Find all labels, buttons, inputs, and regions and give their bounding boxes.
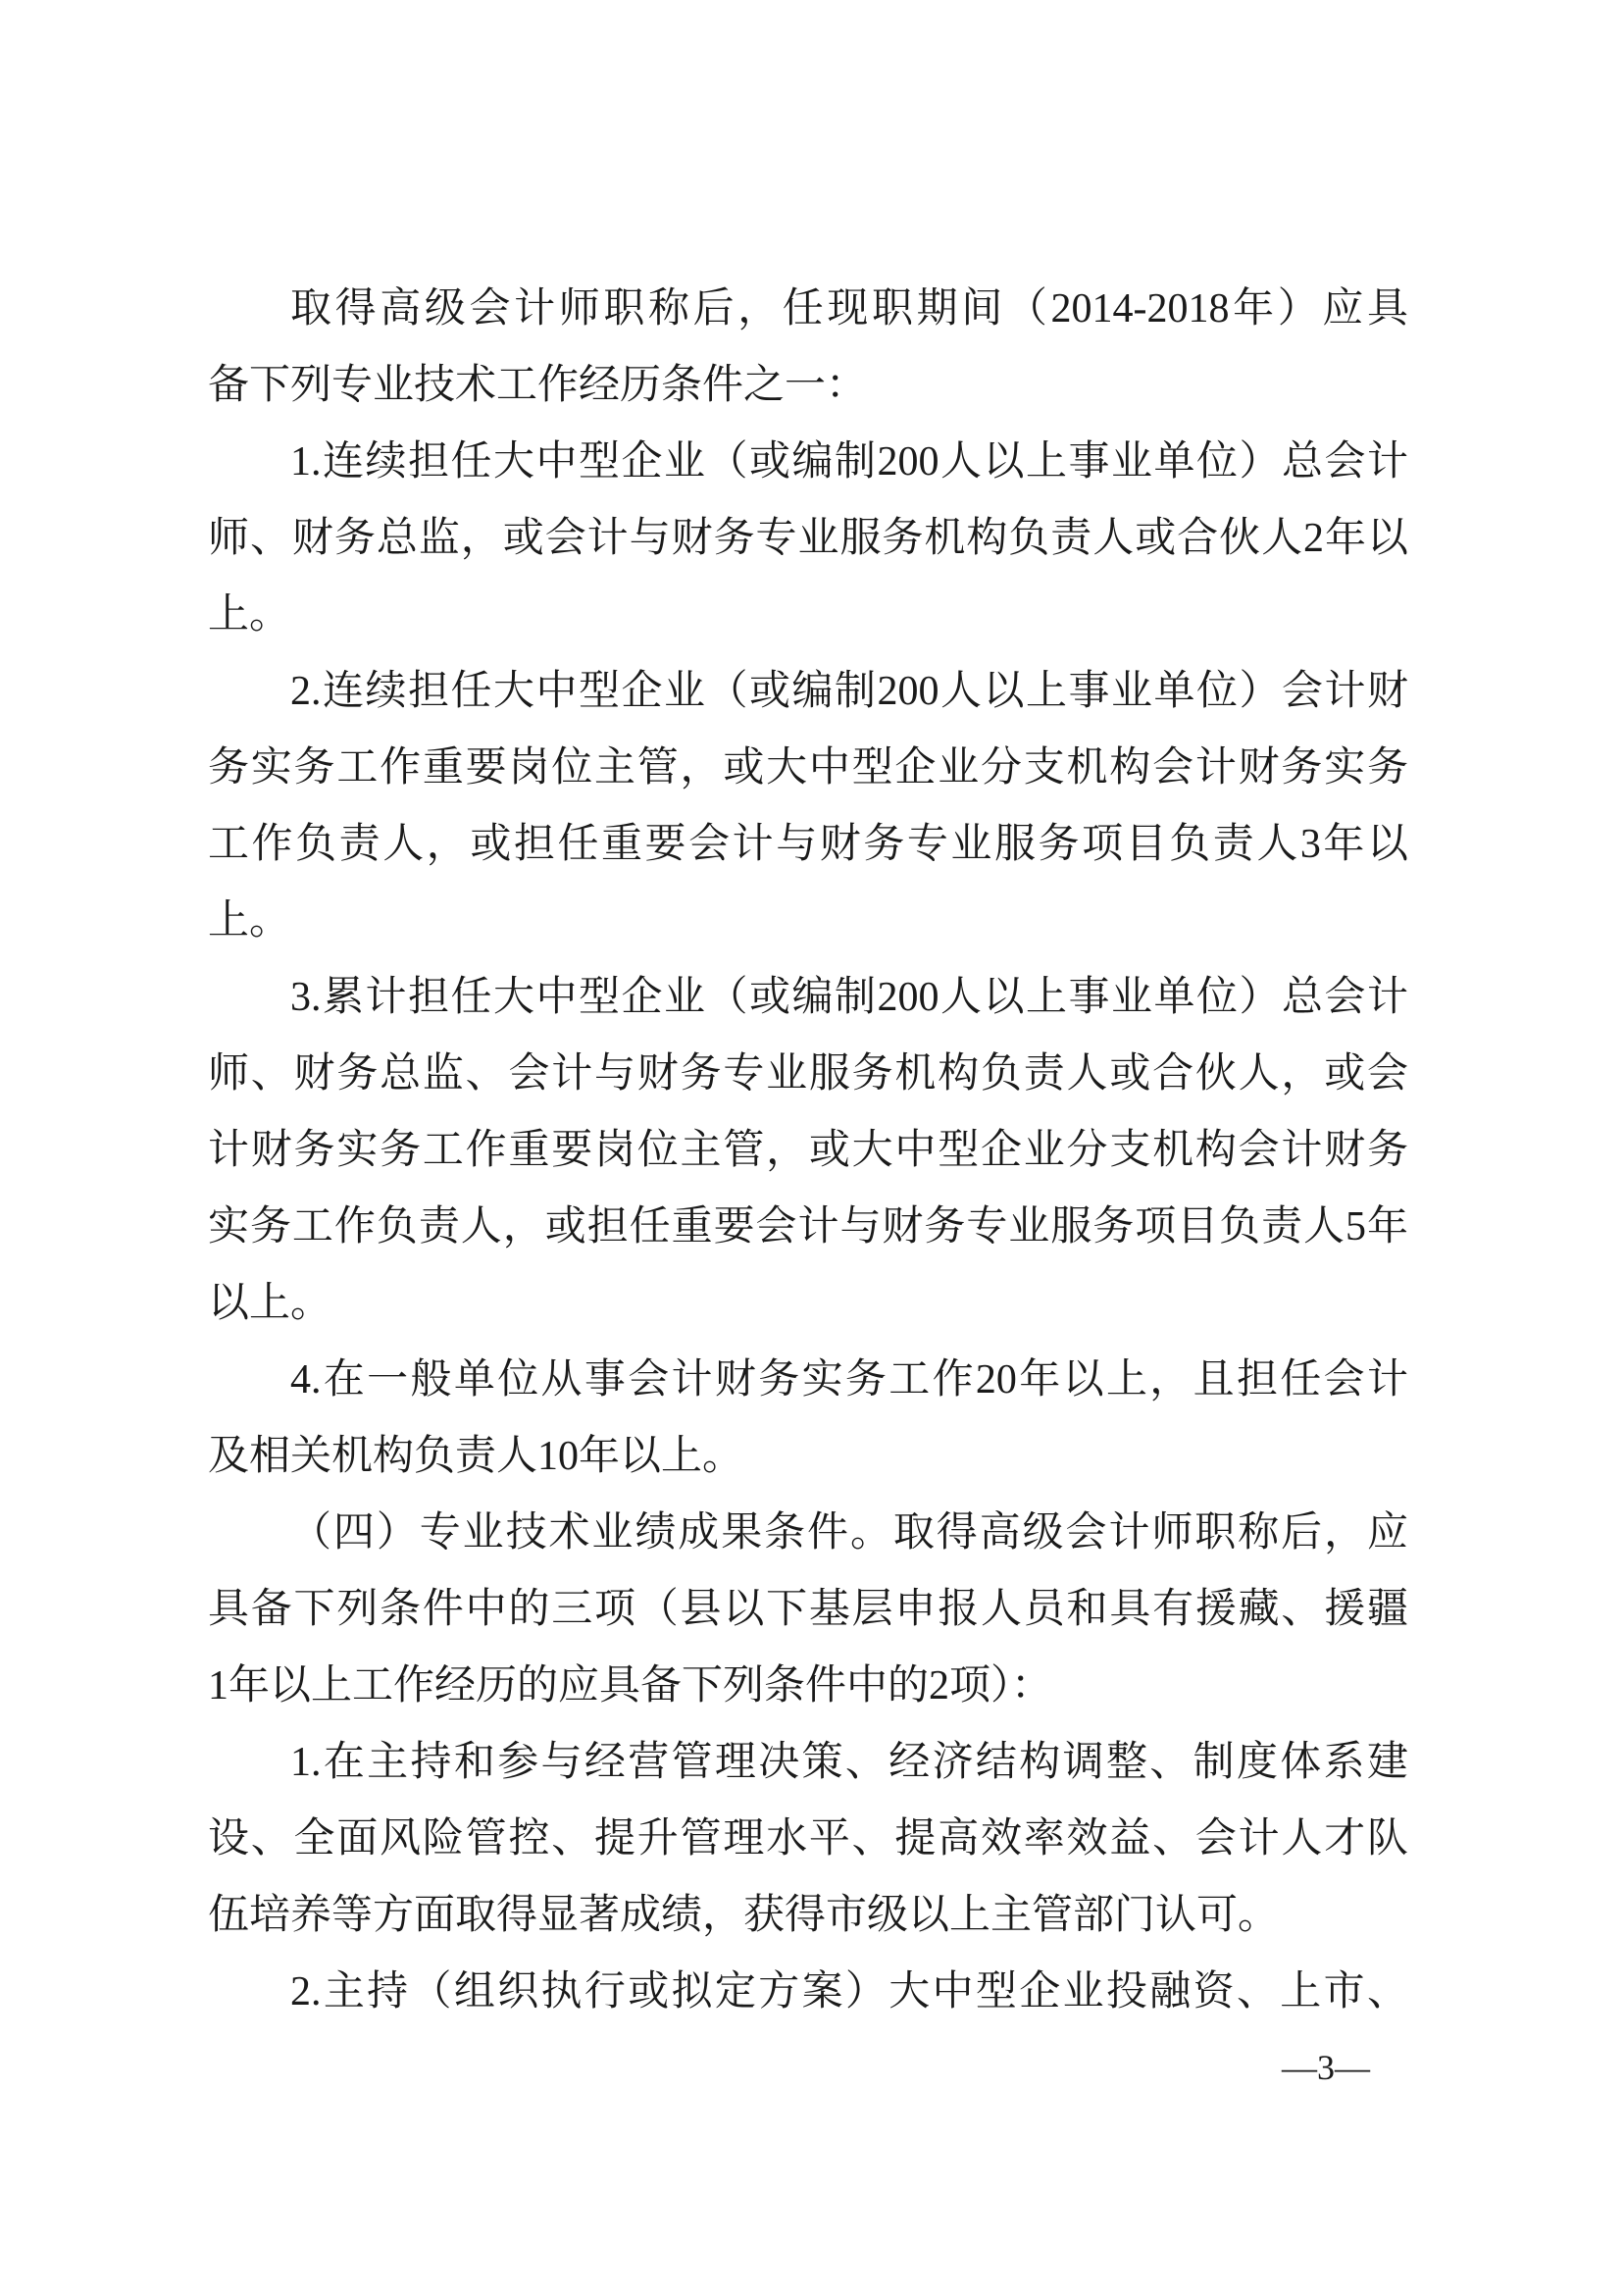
text-line: 师、财务总监、会计与财务专业服务机构负责人或合伙人，或会 <box>208 1051 1408 1096</box>
text-line: 3.累计担任大中型企业（或编制200人以上事业单位）总会计 <box>290 975 1408 1020</box>
text-line: 备下列专业技术工作经历条件之一： <box>208 363 868 408</box>
text-line: 务实务工作重要岗位主管，或大中型企业分支机构会计财务实务 <box>208 745 1408 790</box>
text-line: 设、全面风险管控、提升管理水平、提高效率效益、会计人才队 <box>208 1816 1408 1861</box>
paragraph-achievement-1 <box>208 1724 1408 1954</box>
text-line: 取得高级会计师职称后，任现职期间（2014-2018年）应具 <box>290 286 1408 331</box>
text-line: 实务工作负责人，或担任重要会计与财务专业服务项目负责人5年 <box>208 1204 1408 1249</box>
paragraph-item-2 <box>208 653 1408 959</box>
text-line: 伍培养等方面取得显著成绩，获得市级以上主管部门认可。 <box>208 1893 1280 1938</box>
page-number: —3— <box>1282 2048 1370 2087</box>
text-line: 以上。 <box>208 1281 332 1326</box>
paragraph-achievement-2 <box>208 1954 1408 2030</box>
paragraph-item-3 <box>208 959 1408 1342</box>
text-line: 2.主持（组织执行或拟定方案）大中型企业投融资、上市、 <box>290 1969 1408 2014</box>
text-line: 1.在主持和参与经营管理决策、经济结构调整、制度体系建 <box>290 1740 1408 1785</box>
paragraph-item-1 <box>208 424 1408 653</box>
text-line: 计财务实务工作重要岗位主管，或大中型企业分支机构会计财务 <box>208 1128 1408 1173</box>
text-line: 2.连续担任大中型企业（或编制200人以上事业单位）会计财 <box>290 669 1408 714</box>
paragraph-intro <box>208 271 1408 424</box>
text-line: 上。 <box>208 898 291 943</box>
text-line: 1年以上工作经历的应具备下列条件中的2项）： <box>208 1663 1053 1708</box>
paragraph-item-4 <box>208 1342 1408 1495</box>
text-line: 具备下列条件中的三项（县以下基层申报人员和具有援藏、援疆 <box>208 1587 1408 1632</box>
text-line: 1.连续担任大中型企业（或编制200人以上事业单位）总会计 <box>290 439 1408 484</box>
paragraph-section-4 <box>208 1495 1408 1724</box>
text-line: 4.在一般单位从事会计财务实务工作20年以上，且担任会计 <box>290 1357 1408 1402</box>
text-line: （四）专业技术业绩成果条件。取得高级会计师职称后，应 <box>290 1510 1408 1555</box>
text-line: 上。 <box>208 592 291 637</box>
document-body <box>208 271 1408 2030</box>
text-line: 师、财务总监，或会计与财务专业服务机构负责人或合伙人2年以 <box>208 516 1408 561</box>
text-line: 工作负责人，或担任重要会计与财务专业服务项目负责人3年以 <box>208 822 1408 867</box>
text-line: 及相关机构负责人10年以上。 <box>208 1434 744 1479</box>
